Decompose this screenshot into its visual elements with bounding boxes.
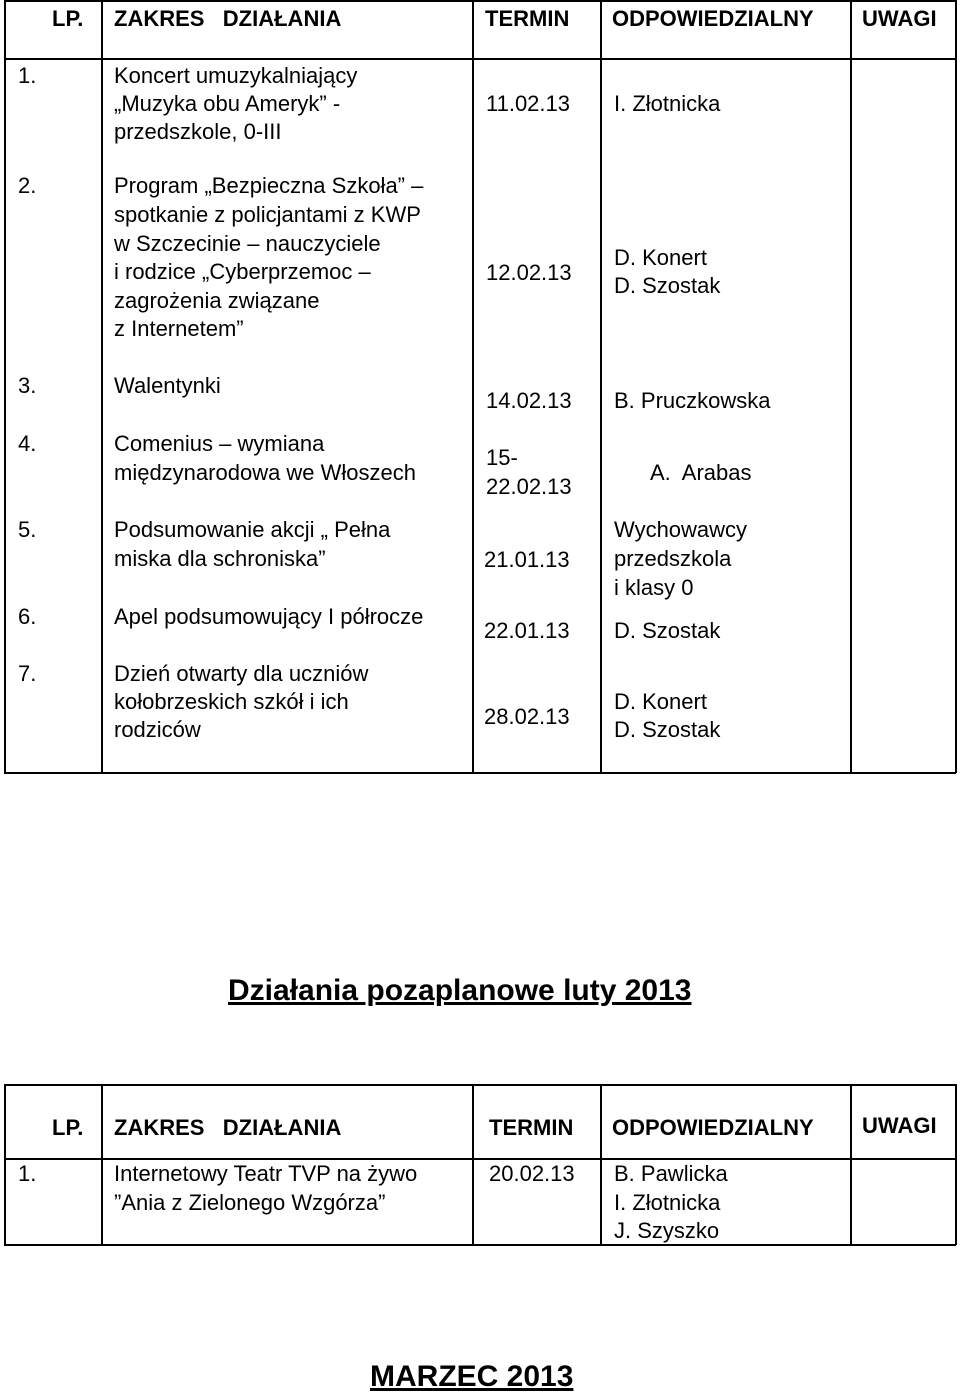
section-title: Działania pozaplanowe luty 2013: [228, 974, 692, 1007]
header-lp: LP.: [52, 6, 84, 31]
row-lp: 2.: [18, 173, 37, 198]
header-zakres: ZAKRES DZIAŁANIA: [114, 1115, 342, 1140]
row-lp: 7.: [18, 661, 37, 686]
row-zakres-line: miska dla schroniska”: [114, 546, 326, 571]
row-termin: 14.02.13: [486, 388, 572, 413]
row-zakres-line: przedszkole, 0-III: [114, 119, 282, 144]
row-termin: 22.02.13: [486, 474, 572, 499]
row-termin: 21.01.13: [484, 547, 570, 572]
row-zakres-line: Dzień otwarty dla uczniów: [114, 661, 369, 686]
row-odpowiedzialny: D. Szostak: [614, 717, 721, 742]
row-zakres-line: i rodzice „Cyberprzemoc –: [114, 259, 371, 284]
row-odpowiedzialny: Wychowawcy: [614, 517, 748, 542]
row-odpowiedzialny: i klasy 0: [614, 575, 694, 600]
row-zakres-line: rodziców: [114, 717, 201, 742]
row-odpowiedzialny: I. Złotnicka: [614, 1190, 721, 1215]
row-zakres-line: Koncert umuzykalniający: [114, 63, 358, 88]
row-lp: 3.: [18, 373, 37, 398]
row-lp: 5.: [18, 517, 37, 542]
row-odpowiedzialny: D. Konert: [614, 689, 707, 714]
row-lp: 1.: [18, 1161, 37, 1186]
row-zakres-line: Comenius – wymiana: [114, 431, 325, 456]
row-lp: 1.: [18, 63, 37, 88]
row-zakres-line: Walentynki: [114, 373, 221, 398]
header-odpowiedzialny: ODPOWIEDZIALNY: [612, 1115, 814, 1140]
header-lp: LP.: [52, 1115, 84, 1140]
row-zakres-line: kołobrzeskich szkół i ich: [114, 689, 349, 714]
row-odpowiedzialny: B. Pawlicka: [614, 1161, 728, 1186]
row-termin: 15-: [486, 445, 518, 470]
row-zakres-line: „Muzyka obu Ameryk” -: [114, 91, 341, 116]
row-odpowiedzialny: I. Złotnicka: [614, 91, 721, 116]
header-uwagi: UWAGI: [862, 1113, 937, 1138]
row-odpowiedzialny: D. Konert: [614, 245, 707, 270]
row-odpowiedzialny: D. Szostak: [614, 273, 721, 298]
row-odpowiedzialny: D. Szostak: [614, 618, 721, 643]
row-zakres-line: Program „Bezpieczna Szkoła” –: [114, 173, 424, 198]
row-lp: 6.: [18, 604, 37, 629]
row-zakres-line: ”Ania z Zielonego Wzgórza”: [114, 1190, 386, 1215]
row-zakres-line: spotkanie z policjantami z KWP: [114, 202, 421, 227]
row-zakres-line: z Internetem”: [114, 316, 244, 341]
month-title: MARZEC 2013: [370, 1360, 574, 1393]
row-zakres-line: Internetowy Teatr TVP na żywo: [114, 1161, 418, 1186]
row-zakres-line: Podsumowanie akcji „ Pełna: [114, 517, 391, 542]
header-odpowiedzialny: ODPOWIEDZIALNY: [612, 6, 814, 31]
row-zakres-line: w Szczecinie – nauczyciele: [114, 231, 381, 256]
row-termin: 28.02.13: [484, 704, 570, 729]
row-zakres-line: Apel podsumowujący I półrocze: [114, 604, 424, 629]
row-odpowiedzialny: A. Arabas: [650, 460, 752, 485]
row-odpowiedzialny: B. Pruczkowska: [614, 388, 771, 413]
row-zakres-line: zagrożenia związane: [114, 288, 320, 313]
row-lp: 4.: [18, 431, 37, 456]
row-termin: 12.02.13: [486, 260, 572, 285]
row-termin: 11.02.13: [486, 91, 571, 116]
header-termin: TERMIN: [489, 1115, 574, 1140]
row-zakres-line: międzynarodowa we Włoszech: [114, 460, 417, 485]
header-zakres: ZAKRES DZIAŁANIA: [114, 6, 342, 31]
header-uwagi: UWAGI: [862, 6, 937, 31]
header-termin: TERMIN: [485, 6, 570, 31]
row-termin: 22.01.13: [484, 618, 570, 643]
row-termin: 20.02.13: [489, 1161, 575, 1186]
row-odpowiedzialny: J. Szyszko: [614, 1218, 720, 1243]
row-odpowiedzialny: przedszkola: [614, 546, 732, 571]
